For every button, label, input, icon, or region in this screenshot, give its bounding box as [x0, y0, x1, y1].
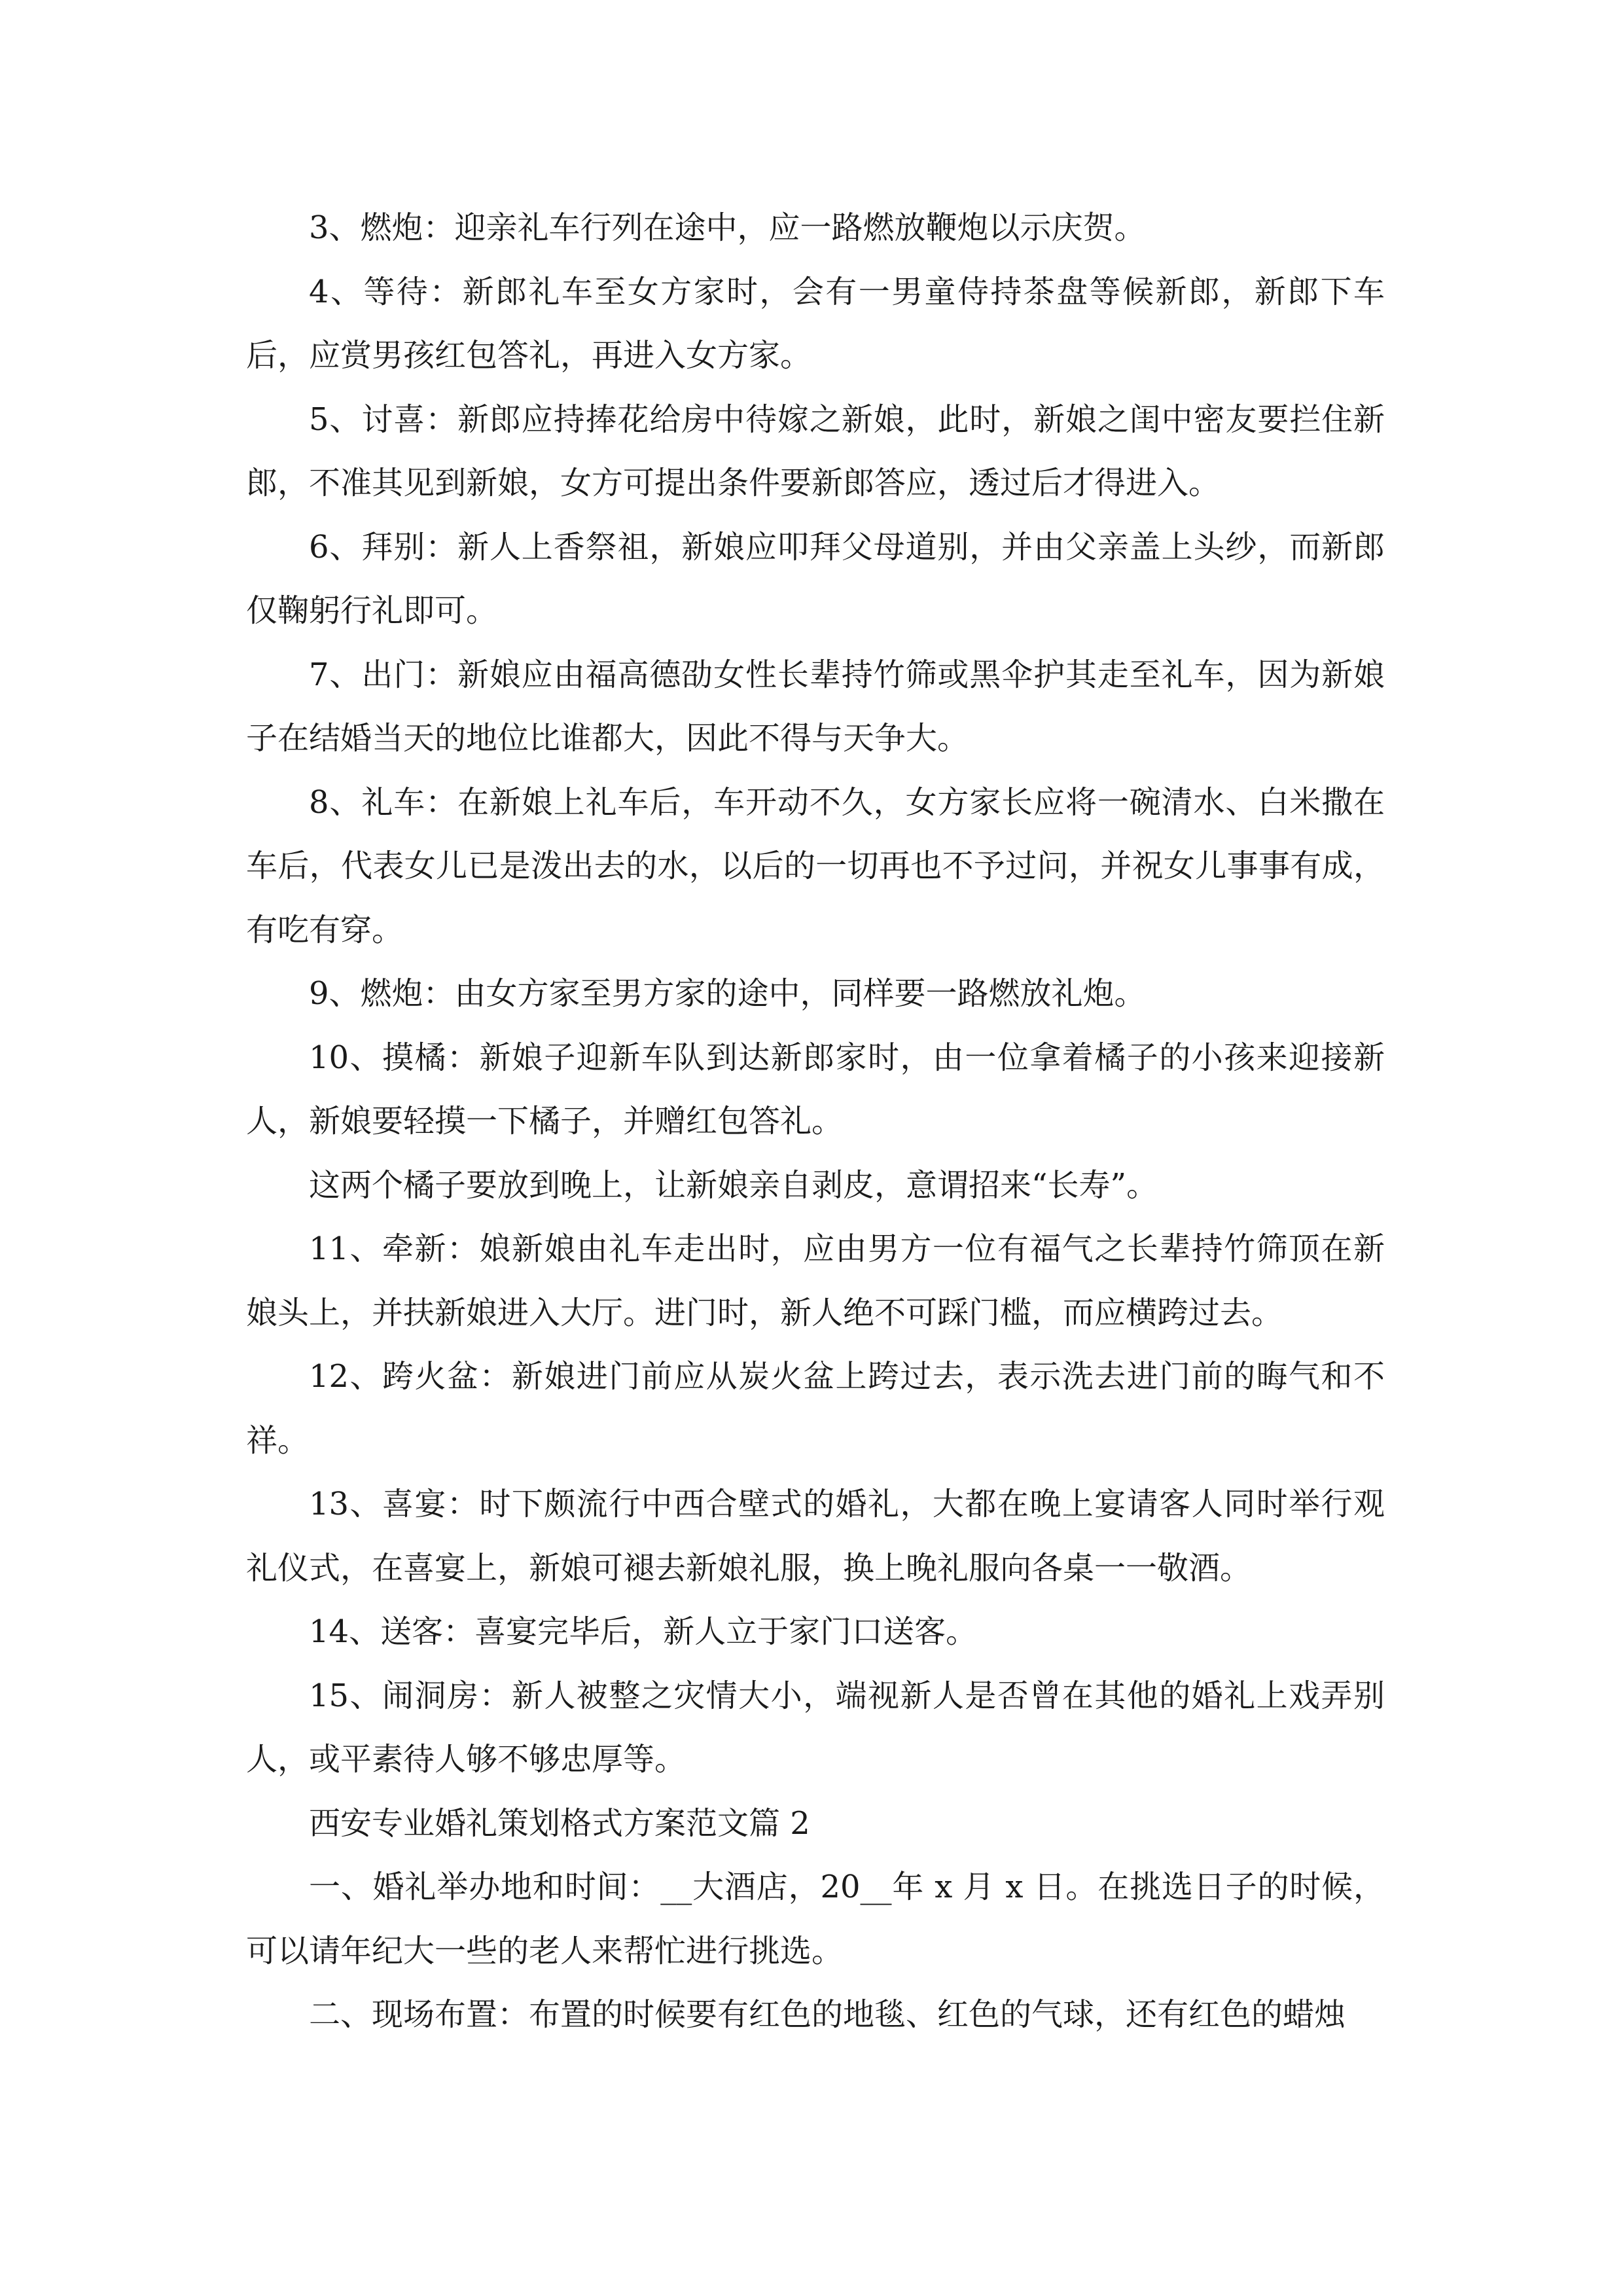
paragraph-step-3: 3、燃炮：迎亲礼车行列在途中，应一路燃放鞭炮以示庆贺。	[309, 209, 1146, 246]
paragraph-step-9: 9、燃炮：由女方家至男方家的途中，同样要一路燃放礼炮。	[309, 975, 1146, 1012]
paragraph-step-10: 10、摸橘：新娘子迎新车队到达新郎家时，由一位拿着橘子的小孩来迎接新人，新娘要轻摸一下橘子，并赠红包答礼。	[246, 1039, 1385, 1139]
paragraph-venue-time: 一、婚礼举办地和时间：__大酒店，20__年 x 月 x 日。在挑选日子的时候，可以请年纪大一些的老人来帮忙进行挑选。	[246, 1869, 1385, 1969]
paragraph-step-15: 15、闹洞房：新人被整之灾情大小，端视新人是否曾在其他的婚礼上戏弄别人，或平素待人够不够忠厚等。	[246, 1677, 1385, 1778]
section-heading: 西安专业婚礼策划格式方案范文篇 2	[309, 1804, 810, 1842]
paragraph-step-6: 6、拜别：新人上香祭祖，新娘应叩拜父母道别，并由父亲盖上头纱，而新郎仅鞠躬行礼即可。	[246, 528, 1385, 629]
paragraph-step-12: 12、跨火盆：新娘进门前应从炭火盆上跨过去，表示洗去进门前的晦气和不祥。	[246, 1358, 1385, 1459]
paragraph-orange-note: 这两个橘子要放到晚上，让新娘亲自剥皮，意谓招来“长寿”。	[309, 1166, 1158, 1204]
paragraph-step-11: 11、牵新：娘新娘由礼车走出时，应由男方一位有福气之长辈持竹筛顶在新娘头上，并扶新娘进入大厅。进门时，新人绝不可踩门槛，而应横跨过去。	[246, 1230, 1385, 1331]
paragraph-venue-layout: 二、现场布置：布置的时候要有红色的地毯、红色的气球，还有红色的蜡烛	[309, 1996, 1346, 2033]
paragraph-step-5: 5、讨喜：新郎应持捧花给房中待嫁之新娘，此时，新娘之闺中密友要拦住新郎，不准其见到新娘，女方可提出条件要新郎答应，透过后才得进入。	[246, 401, 1385, 501]
paragraph-step-14: 14、送客：喜宴完毕后，新人立于家门口送客。	[309, 1613, 978, 1650]
paragraph-step-13: 13、喜宴：时下颇流行中西合壁式的婚礼，大都在晚上宴请客人同时举行观礼仪式，在喜宴上，新娘可褪去新娘礼服，换上晚礼服向各桌一一敬酒。	[246, 1486, 1385, 1587]
paragraph-step-4: 4、等待：新郎礼车至女方家时，会有一男童侍持茶盘等候新郎，新郎下车后，应赏男孩红包答礼，再进入女方家。	[246, 273, 1385, 374]
paragraph-step-8: 8、礼车：在新娘上礼车后，车开动不久，女方家长应将一碗清水、白米撒在车后，代表女儿已是泼出去的水，以后的一切再也不予过问，并祝女儿事事有成，有吃有穿。	[246, 783, 1385, 948]
document-body	[246, 196, 1385, 2047]
paragraph-step-7: 7、出门：新娘应由福高德劭女性长辈持竹筛或黑伞护其走至礼车，因为新娘子在结婚当天的地位比谁都大，因此不得与天争大。	[246, 656, 1385, 757]
